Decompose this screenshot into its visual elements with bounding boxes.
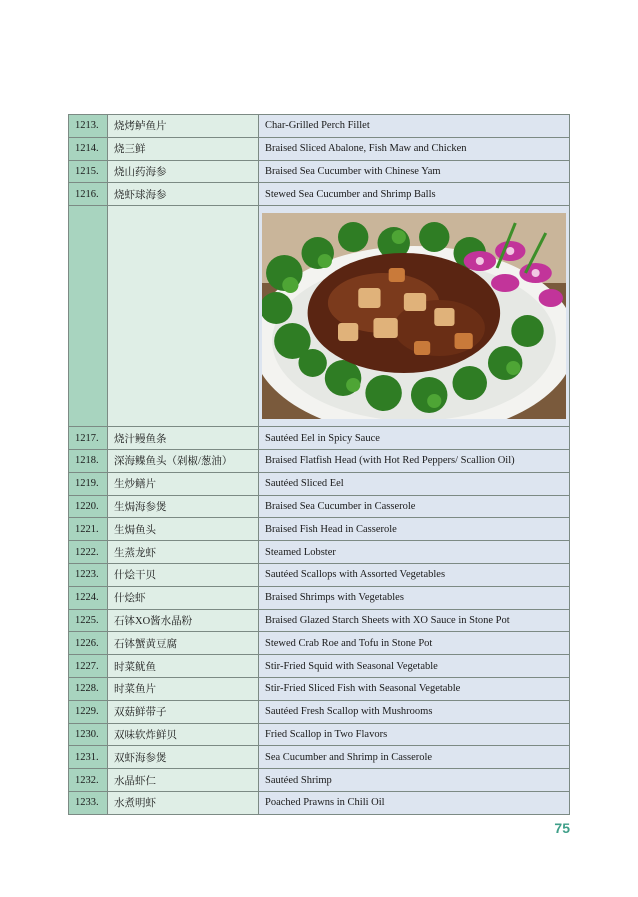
photo-cell bbox=[259, 206, 570, 427]
menu-row bbox=[69, 495, 570, 518]
menu-row bbox=[69, 700, 570, 723]
item-number: 1228. bbox=[69, 677, 108, 700]
item-english-name: Poached Prawns in Chili Oil bbox=[259, 791, 570, 814]
item-number: 1217. bbox=[69, 427, 108, 450]
item-chinese-name: 石钵XO酱水晶粉 bbox=[108, 609, 259, 632]
item-chinese-name: 水晶虾仁 bbox=[108, 769, 259, 792]
item-english-name: Stir-Fried Squid with Seasonal Vegetable bbox=[259, 655, 570, 678]
item-english-name: Char-Grilled Perch Fillet bbox=[259, 115, 570, 138]
item-english-name: Braised Glazed Starch Sheets with XO Sauce in Stone Pot bbox=[259, 609, 570, 632]
menu-row bbox=[69, 137, 570, 160]
item-english-name: Braised Sliced Abalone, Fish Maw and Chicken bbox=[259, 137, 570, 160]
item-english-name: Braised Fish Head in Casserole bbox=[259, 518, 570, 541]
item-chinese-name: 烧虾球海参 bbox=[108, 183, 259, 206]
menu-row bbox=[69, 115, 570, 138]
item-english-name: Braised Flatfish Head (with Hot Red Peppers/ Scallion Oil) bbox=[259, 449, 570, 472]
item-english-name: Sautéed Sliced Eel bbox=[259, 472, 570, 495]
menu-row bbox=[69, 655, 570, 678]
item-chinese-name: 双味软炸鲜贝 bbox=[108, 723, 259, 746]
item-english-name: Sautéed Eel in Spicy Sauce bbox=[259, 427, 570, 450]
menu-table bbox=[68, 114, 570, 815]
item-chinese-name: 双菇鲜带子 bbox=[108, 700, 259, 723]
photo-zh-cell bbox=[108, 206, 259, 427]
item-number: 1227. bbox=[69, 655, 108, 678]
menu-row bbox=[69, 677, 570, 700]
menu-row bbox=[69, 723, 570, 746]
menu-row bbox=[69, 609, 570, 632]
menu-row bbox=[69, 632, 570, 655]
item-number: 1219. bbox=[69, 472, 108, 495]
item-chinese-name: 烧汁鳗鱼条 bbox=[108, 427, 259, 450]
menu-row bbox=[69, 769, 570, 792]
menu-row bbox=[69, 427, 570, 450]
item-chinese-name: 生焗海参煲 bbox=[108, 495, 259, 518]
item-chinese-name: 生焗鱼头 bbox=[108, 518, 259, 541]
item-english-name: Stewed Crab Roe and Tofu in Stone Pot bbox=[259, 632, 570, 655]
item-number: 1215. bbox=[69, 160, 108, 183]
item-english-name: Stir-Fried Sliced Fish with Seasonal Vegetable bbox=[259, 677, 570, 700]
item-chinese-name: 什烩干贝 bbox=[108, 563, 259, 586]
photo-num-cell bbox=[69, 206, 108, 427]
item-english-name: Braised Shrimps with Vegetables bbox=[259, 586, 570, 609]
item-english-name: Stewed Sea Cucumber and Shrimp Balls bbox=[259, 183, 570, 206]
menu-row bbox=[69, 449, 570, 472]
item-number: 1232. bbox=[69, 769, 108, 792]
menu-row bbox=[69, 563, 570, 586]
item-number: 1231. bbox=[69, 746, 108, 769]
item-english-name: Sea Cucumber and Shrimp in Casserole bbox=[259, 746, 570, 769]
item-english-name: Sautéed Scallops with Assorted Vegetables bbox=[259, 563, 570, 586]
menu-row bbox=[69, 183, 570, 206]
dish-photo bbox=[262, 213, 566, 419]
menu-row bbox=[69, 518, 570, 541]
item-number: 1218. bbox=[69, 449, 108, 472]
menu-rows-top bbox=[69, 115, 570, 206]
item-chinese-name: 石钵蟹黄豆腐 bbox=[108, 632, 259, 655]
item-chinese-name: 烧三鲜 bbox=[108, 137, 259, 160]
photo-row bbox=[69, 206, 570, 427]
menu-row bbox=[69, 586, 570, 609]
item-number: 1222. bbox=[69, 541, 108, 564]
menu-row bbox=[69, 472, 570, 495]
item-chinese-name: 烧烤鲈鱼片 bbox=[108, 115, 259, 138]
item-english-name: Braised Sea Cucumber with Chinese Yam bbox=[259, 160, 570, 183]
item-number: 1226. bbox=[69, 632, 108, 655]
item-english-name: Steamed Lobster bbox=[259, 541, 570, 564]
item-chinese-name: 水煮明虾 bbox=[108, 791, 259, 814]
item-english-name: Sautéed Shrimp bbox=[259, 769, 570, 792]
menu-row bbox=[69, 160, 570, 183]
item-chinese-name: 烧山药海参 bbox=[108, 160, 259, 183]
item-number: 1214. bbox=[69, 137, 108, 160]
item-english-name: Sautéed Fresh Scallop with Mushrooms bbox=[259, 700, 570, 723]
photo-section bbox=[69, 206, 570, 427]
menu-row bbox=[69, 541, 570, 564]
item-chinese-name: 什烩虾 bbox=[108, 586, 259, 609]
item-chinese-name: 时菜鱿鱼 bbox=[108, 655, 259, 678]
item-number: 1233. bbox=[69, 791, 108, 814]
item-chinese-name: 时菜鱼片 bbox=[108, 677, 259, 700]
item-chinese-name: 生炒鳝片 bbox=[108, 472, 259, 495]
item-number: 1224. bbox=[69, 586, 108, 609]
item-number: 1229. bbox=[69, 700, 108, 723]
item-number: 1213. bbox=[69, 115, 108, 138]
item-number: 1221. bbox=[69, 518, 108, 541]
item-number: 1220. bbox=[69, 495, 108, 518]
item-number: 1225. bbox=[69, 609, 108, 632]
item-number: 1223. bbox=[69, 563, 108, 586]
page-number: 75 bbox=[554, 820, 570, 836]
menu-row bbox=[69, 791, 570, 814]
menu-rows-bottom bbox=[69, 427, 570, 815]
item-chinese-name: 双虾海参煲 bbox=[108, 746, 259, 769]
item-english-name: Fried Scallop in Two Flavors bbox=[259, 723, 570, 746]
item-chinese-name: 深海鲽鱼头（剁椒/葱油） bbox=[108, 449, 259, 472]
item-number: 1216. bbox=[69, 183, 108, 206]
menu-row bbox=[69, 746, 570, 769]
item-number: 1230. bbox=[69, 723, 108, 746]
item-english-name: Braised Sea Cucumber in Casserole bbox=[259, 495, 570, 518]
item-chinese-name: 生蒸龙虾 bbox=[108, 541, 259, 564]
